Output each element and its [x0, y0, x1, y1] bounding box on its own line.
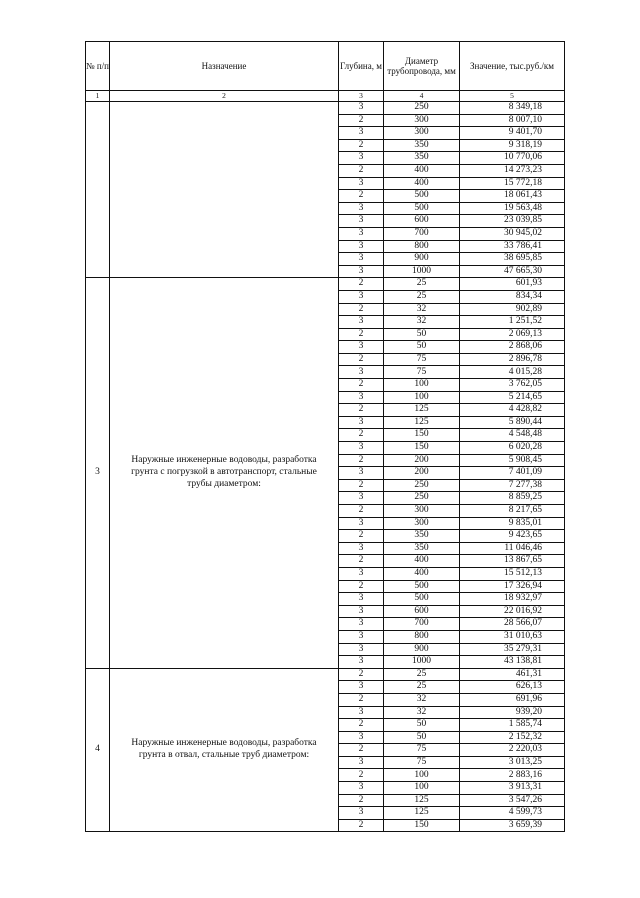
- value-cell: 2 868,06: [460, 341, 565, 354]
- depth-cell: 2: [339, 530, 384, 543]
- diameter-cell: 75: [384, 756, 460, 769]
- depth-cell: 2: [339, 819, 384, 832]
- column-number: 1: [86, 91, 110, 102]
- value-cell: 3 547,26: [460, 794, 565, 807]
- depth-cell: 3: [339, 618, 384, 631]
- value-cell: 939,20: [460, 706, 565, 719]
- depth-cell: 3: [339, 152, 384, 165]
- header-value: Значение, тыс.руб./км: [460, 42, 565, 91]
- price-table-page: [85, 41, 564, 832]
- depth-cell: 2: [339, 303, 384, 316]
- depth-cell: 2: [339, 769, 384, 782]
- depth-cell: 3: [339, 593, 384, 606]
- depth-cell: 3: [339, 567, 384, 580]
- value-cell: 13 867,65: [460, 555, 565, 568]
- value-cell: 5 214,65: [460, 391, 565, 404]
- value-cell: 2 220,03: [460, 744, 565, 757]
- value-cell: 33 786,41: [460, 240, 565, 253]
- column-number-row: [86, 91, 565, 102]
- depth-cell: 3: [339, 807, 384, 820]
- value-cell: 23 039,85: [460, 215, 565, 228]
- depth-cell: 2: [339, 139, 384, 152]
- depth-cell: 2: [339, 328, 384, 341]
- depth-cell: 3: [339, 366, 384, 379]
- diameter-cell: 600: [384, 215, 460, 228]
- value-cell: 1 585,74: [460, 719, 565, 732]
- diameter-cell: 32: [384, 693, 460, 706]
- depth-cell: 2: [339, 454, 384, 467]
- price-table: [85, 41, 565, 832]
- value-cell: 626,13: [460, 681, 565, 694]
- value-cell: 10 770,06: [460, 152, 565, 165]
- value-cell: 2 896,78: [460, 353, 565, 366]
- diameter-cell: 125: [384, 794, 460, 807]
- value-cell: 43 138,81: [460, 656, 565, 669]
- header-number: № п/п: [86, 42, 110, 91]
- section-purpose-cell: Наружные инженерные водоводы, разработка грунта с погрузкой в автотранспорт, стальные трубы диаметром:: [110, 278, 339, 668]
- depth-cell: 2: [339, 668, 384, 681]
- diameter-cell: 300: [384, 114, 460, 127]
- value-cell: 17 326,94: [460, 580, 565, 593]
- depth-cell: 3: [339, 605, 384, 618]
- diameter-cell: 900: [384, 253, 460, 266]
- depth-cell: 3: [339, 416, 384, 429]
- diameter-cell: 75: [384, 744, 460, 757]
- diameter-cell: 25: [384, 668, 460, 681]
- diameter-cell: 200: [384, 467, 460, 480]
- value-cell: 15 772,18: [460, 177, 565, 190]
- depth-cell: 2: [339, 353, 384, 366]
- diameter-cell: 32: [384, 316, 460, 329]
- value-cell: 9 401,70: [460, 127, 565, 140]
- table-row: [86, 278, 565, 291]
- column-number: 4: [384, 91, 460, 102]
- depth-cell: 3: [339, 240, 384, 253]
- value-cell: 4 599,73: [460, 807, 565, 820]
- diameter-cell: 400: [384, 567, 460, 580]
- value-cell: 47 665,30: [460, 265, 565, 278]
- diameter-cell: 100: [384, 391, 460, 404]
- depth-cell: 3: [339, 681, 384, 694]
- value-cell: 834,34: [460, 290, 565, 303]
- depth-cell: 3: [339, 127, 384, 140]
- diameter-cell: 400: [384, 177, 460, 190]
- table-row: [86, 668, 565, 681]
- depth-cell: 3: [339, 177, 384, 190]
- value-cell: 38 695,85: [460, 253, 565, 266]
- depth-cell: 2: [339, 190, 384, 203]
- column-number: 5: [460, 91, 565, 102]
- value-cell: 31 010,63: [460, 630, 565, 643]
- header-depth: Глубина, м: [339, 42, 384, 91]
- value-cell: 7 277,38: [460, 479, 565, 492]
- diameter-cell: 250: [384, 102, 460, 115]
- diameter-cell: 50: [384, 719, 460, 732]
- value-cell: 4 015,28: [460, 366, 565, 379]
- depth-cell: 3: [339, 517, 384, 530]
- value-cell: 2 883,16: [460, 769, 565, 782]
- depth-cell: 2: [339, 719, 384, 732]
- depth-cell: 3: [339, 265, 384, 278]
- diameter-cell: 250: [384, 492, 460, 505]
- depth-cell: 3: [339, 782, 384, 795]
- value-cell: 9 318,19: [460, 139, 565, 152]
- diameter-cell: 150: [384, 819, 460, 832]
- depth-cell: 2: [339, 404, 384, 417]
- value-cell: 601,93: [460, 278, 565, 291]
- depth-cell: 3: [339, 316, 384, 329]
- section-number-cell: 3: [86, 278, 110, 668]
- depth-cell: 3: [339, 290, 384, 303]
- diameter-cell: 250: [384, 479, 460, 492]
- header-purpose: Назначение: [110, 42, 339, 91]
- column-number: 2: [110, 91, 339, 102]
- diameter-cell: 300: [384, 517, 460, 530]
- depth-cell: 3: [339, 227, 384, 240]
- diameter-cell: 350: [384, 139, 460, 152]
- diameter-cell: 75: [384, 353, 460, 366]
- diameter-cell: 75: [384, 366, 460, 379]
- depth-cell: 2: [339, 580, 384, 593]
- value-cell: 3 762,05: [460, 379, 565, 392]
- depth-cell: 2: [339, 379, 384, 392]
- diameter-cell: 700: [384, 618, 460, 631]
- value-cell: 5 908,45: [460, 454, 565, 467]
- depth-cell: 3: [339, 706, 384, 719]
- diameter-cell: 400: [384, 555, 460, 568]
- depth-cell: 3: [339, 756, 384, 769]
- diameter-cell: 500: [384, 202, 460, 215]
- value-cell: 461,31: [460, 668, 565, 681]
- value-cell: 11 046,46: [460, 542, 565, 555]
- diameter-cell: 700: [384, 227, 460, 240]
- value-cell: 3 013,25: [460, 756, 565, 769]
- depth-cell: 2: [339, 278, 384, 291]
- diameter-cell: 25: [384, 290, 460, 303]
- column-number: 3: [339, 91, 384, 102]
- diameter-cell: 600: [384, 605, 460, 618]
- depth-cell: 2: [339, 164, 384, 177]
- depth-cell: 3: [339, 542, 384, 555]
- diameter-cell: 300: [384, 127, 460, 140]
- diameter-cell: 500: [384, 190, 460, 203]
- depth-cell: 3: [339, 253, 384, 266]
- diameter-cell: 125: [384, 807, 460, 820]
- header-diameter: Диаметр трубопровода, мм: [384, 42, 460, 91]
- value-cell: 1 251,52: [460, 316, 565, 329]
- depth-cell: 3: [339, 391, 384, 404]
- value-cell: 4 428,82: [460, 404, 565, 417]
- value-cell: 6 020,28: [460, 442, 565, 455]
- value-cell: 18 061,43: [460, 190, 565, 203]
- diameter-cell: 100: [384, 782, 460, 795]
- depth-cell: 3: [339, 202, 384, 215]
- diameter-cell: 1000: [384, 656, 460, 669]
- depth-cell: 2: [339, 114, 384, 127]
- diameter-cell: 400: [384, 164, 460, 177]
- diameter-cell: 25: [384, 278, 460, 291]
- depth-cell: 3: [339, 643, 384, 656]
- diameter-cell: 150: [384, 429, 460, 442]
- value-cell: 35 279,31: [460, 643, 565, 656]
- depth-cell: 3: [339, 630, 384, 643]
- depth-cell: 2: [339, 505, 384, 518]
- value-cell: 2 069,13: [460, 328, 565, 341]
- diameter-cell: 500: [384, 593, 460, 606]
- value-cell: 7 401,09: [460, 467, 565, 480]
- diameter-cell: 1000: [384, 265, 460, 278]
- depth-cell: 3: [339, 102, 384, 115]
- value-cell: 902,89: [460, 303, 565, 316]
- diameter-cell: 300: [384, 505, 460, 518]
- diameter-cell: 32: [384, 303, 460, 316]
- value-cell: 9 423,65: [460, 530, 565, 543]
- depth-cell: 3: [339, 731, 384, 744]
- diameter-cell: 350: [384, 530, 460, 543]
- header-row: [86, 42, 565, 91]
- depth-cell: 2: [339, 429, 384, 442]
- section-number-cell: [86, 102, 110, 278]
- depth-cell: 2: [339, 555, 384, 568]
- diameter-cell: 150: [384, 442, 460, 455]
- diameter-cell: 125: [384, 416, 460, 429]
- diameter-cell: 900: [384, 643, 460, 656]
- value-cell: 691,96: [460, 693, 565, 706]
- depth-cell: 2: [339, 479, 384, 492]
- depth-cell: 3: [339, 492, 384, 505]
- section-number-cell: 4: [86, 668, 110, 832]
- value-cell: 3 659,39: [460, 819, 565, 832]
- section-purpose-cell: Наружные инженерные водоводы, разработка грунта в отвал, стальные труб диаметром:: [110, 668, 339, 832]
- value-cell: 3 913,31: [460, 782, 565, 795]
- diameter-cell: 100: [384, 379, 460, 392]
- depth-cell: 2: [339, 794, 384, 807]
- depth-cell: 3: [339, 442, 384, 455]
- value-cell: 4 548,48: [460, 429, 565, 442]
- depth-cell: 3: [339, 341, 384, 354]
- depth-cell: 3: [339, 467, 384, 480]
- value-cell: 18 932,97: [460, 593, 565, 606]
- diameter-cell: 50: [384, 731, 460, 744]
- diameter-cell: 350: [384, 152, 460, 165]
- depth-cell: 3: [339, 215, 384, 228]
- diameter-cell: 25: [384, 681, 460, 694]
- diameter-cell: 800: [384, 240, 460, 253]
- diameter-cell: 50: [384, 328, 460, 341]
- value-cell: 19 563,48: [460, 202, 565, 215]
- value-cell: 2 152,32: [460, 731, 565, 744]
- diameter-cell: 100: [384, 769, 460, 782]
- value-cell: 5 890,44: [460, 416, 565, 429]
- value-cell: 8 217,65: [460, 505, 565, 518]
- value-cell: 30 945,02: [460, 227, 565, 240]
- depth-cell: 2: [339, 744, 384, 757]
- value-cell: 28 566,07: [460, 618, 565, 631]
- diameter-cell: 800: [384, 630, 460, 643]
- table-body: [86, 102, 565, 832]
- diameter-cell: 350: [384, 542, 460, 555]
- section-purpose-cell: [110, 102, 339, 278]
- diameter-cell: 125: [384, 404, 460, 417]
- diameter-cell: 32: [384, 706, 460, 719]
- value-cell: 14 273,23: [460, 164, 565, 177]
- value-cell: 8 349,18: [460, 102, 565, 115]
- diameter-cell: 500: [384, 580, 460, 593]
- value-cell: 9 835,01: [460, 517, 565, 530]
- value-cell: 22 016,92: [460, 605, 565, 618]
- value-cell: 8 007,10: [460, 114, 565, 127]
- diameter-cell: 200: [384, 454, 460, 467]
- diameter-cell: 50: [384, 341, 460, 354]
- table-row: [86, 102, 565, 115]
- value-cell: 8 859,25: [460, 492, 565, 505]
- value-cell: 15 512,13: [460, 567, 565, 580]
- depth-cell: 2: [339, 693, 384, 706]
- depth-cell: 3: [339, 656, 384, 669]
